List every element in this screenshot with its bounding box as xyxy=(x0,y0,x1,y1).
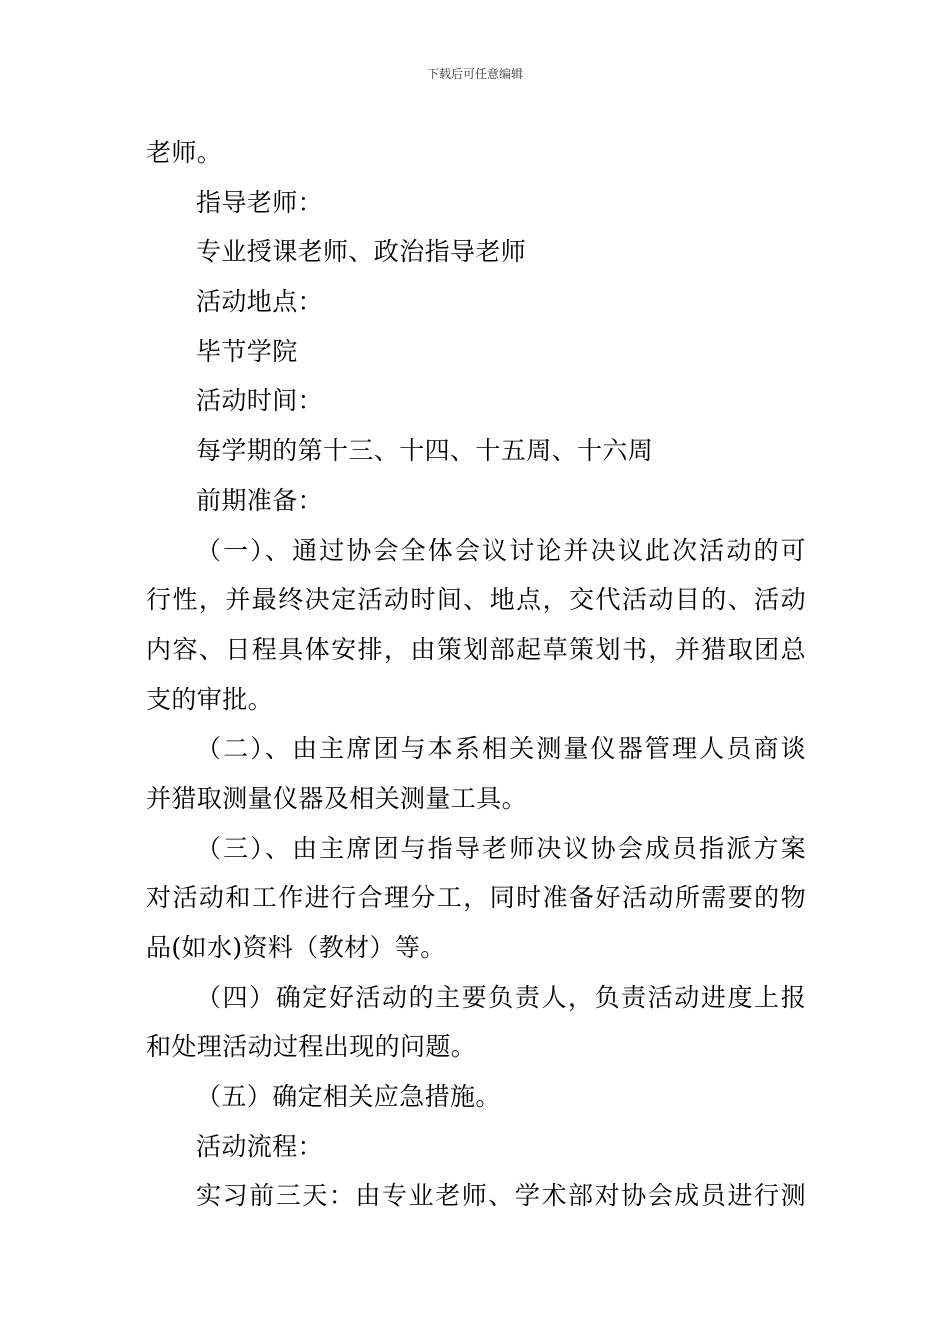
heading-process: 活动流程： xyxy=(196,1131,324,1161)
text-line: 实习前三天：由专业老师、学术部对协会成员进行测 xyxy=(196,1181,806,1211)
text-line: 品(如水)资料（教材）等。 xyxy=(146,933,446,962)
text-line: 每学期的第十三、十四、十五周、十六周 xyxy=(196,436,654,466)
heading-location: 活动地点： xyxy=(196,287,324,317)
text-line: 和处理活动过程出现的问题。 xyxy=(146,1032,477,1062)
text-line: （五）确定相关应急措施。 xyxy=(196,1082,501,1112)
text-line: 支的审批。 xyxy=(146,684,274,714)
text-line: （一）、通过协会全体会议讨论并决议此次活动的可 xyxy=(196,535,806,565)
heading-advisor: 指导老师： xyxy=(196,187,324,217)
text-line: 并猎取测量仪器及相关测量工具。 xyxy=(146,783,528,813)
heading-preparation: 前期准备： xyxy=(196,485,324,515)
page-header: 下载后可任意编辑 xyxy=(426,67,523,81)
text-line: （三）、由主席团与指导老师决议协会成员指派方案 xyxy=(196,833,806,863)
heading-time: 活动时间： xyxy=(196,386,324,416)
text-line: （四）确定好活动的主要负责人，负责活动进度上报 xyxy=(196,982,806,1012)
text-line: 行性，并最终决定活动时间、地点，交代活动目的、活动 xyxy=(146,585,806,615)
text-line: 内容、日程具体安排，由策划部起草策划书，并猎取团总 xyxy=(146,634,806,664)
text-line: 毕节学院 xyxy=(196,336,298,366)
text-line: （二）、由主席团与本系相关测量仪器管理人员商谈 xyxy=(196,734,806,764)
document-body xyxy=(146,128,806,1221)
text-line: 对活动和工作进行合理分工，同时准备好活动所需要的物 xyxy=(146,883,806,913)
text-line: 老师。 xyxy=(146,138,223,167)
text-line: 专业授课老师、政治指导老师 xyxy=(196,237,527,267)
